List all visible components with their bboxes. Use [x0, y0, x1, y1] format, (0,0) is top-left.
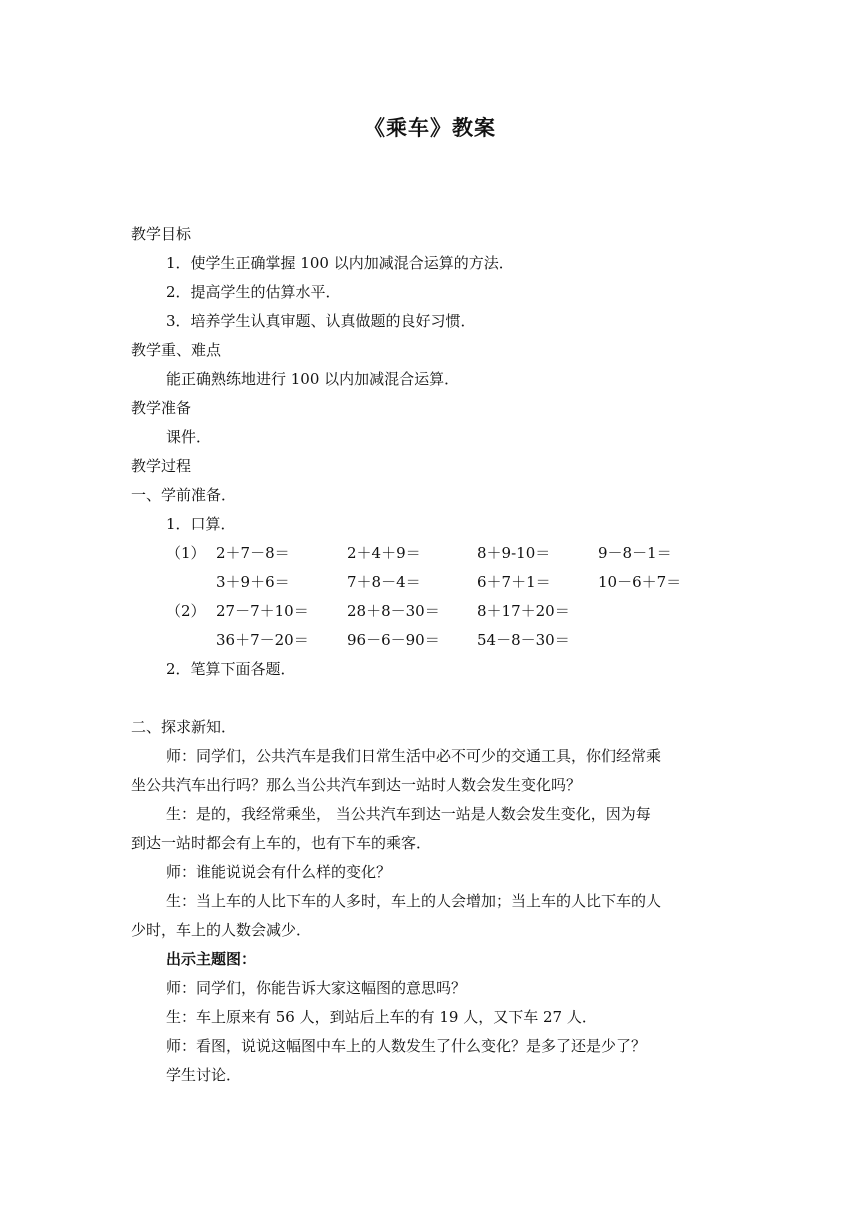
oral-item: 2＋4＋9＝: [347, 544, 421, 562]
dialogue-line: 生：车上原来有 56 人，到站后上车的有 19 人，又下车 27 人．: [166, 1008, 597, 1026]
oral-calc-heading: 1．口算．: [166, 515, 236, 533]
show-image-note: 出示主题图：: [166, 950, 257, 968]
dialogue-line: 学生讨论．: [166, 1066, 242, 1084]
objective-item: 1．使学生正确掌握 100 以内加减混合运算的方法．: [166, 254, 514, 272]
oral-group-label: （2）: [166, 602, 206, 620]
oral-group-label: （1）: [166, 544, 206, 562]
oral-item: 6＋7＋1＝: [477, 573, 551, 591]
oral-item: 2＋7－8＝: [216, 544, 290, 562]
oral-item: 36＋7－20＝: [216, 631, 309, 649]
oral-item: 9－8－1＝: [598, 544, 672, 562]
oral-item: 28＋8－30＝: [347, 602, 440, 620]
key-points-heading: 教学重、难点: [131, 341, 222, 359]
objective-item: 3．培养学生认真审题、认真做题的良好习惯．: [166, 312, 476, 330]
oral-item: 3＋9＋6＝: [216, 573, 290, 591]
oral-item: 27－7＋10＝: [216, 602, 309, 620]
objective-item: 2．提高学生的估算水平．: [166, 283, 341, 301]
written-calc-heading: 2．笔算下面各题．: [166, 660, 296, 678]
oral-item: 10－6＋7＝: [598, 573, 682, 591]
dialogue-line: 师：看图，说说这幅图中车上的人数发生了什么变化？是多了还是少了？: [166, 1037, 647, 1055]
dialogue-line: 师：同学们，你能告诉大家这幅图的意思吗？: [166, 979, 467, 997]
section-2-heading: 二、探求新知．: [131, 718, 237, 736]
oral-item: 96－6－90＝: [347, 631, 440, 649]
oral-item: 54－8－30＝: [477, 631, 570, 649]
dialogue-line: 师：同学们，公共汽车是我们日常生活中必不可少的交通工具，你们经常乘: [166, 747, 662, 765]
page-title: 《乘车》教案: [364, 116, 496, 140]
objectives-heading: 教学目标: [131, 225, 192, 243]
section-1-heading: 一、学前准备．: [131, 486, 237, 504]
oral-item: 8＋9-10＝: [477, 544, 551, 562]
oral-item: 7＋8－4＝: [347, 573, 421, 591]
process-heading: 教学过程: [131, 457, 192, 475]
preparation-text: 课件．: [166, 428, 212, 446]
dialogue-line: 到达一站时都会有上车的，也有下车的乘客．: [131, 834, 432, 852]
oral-item: 8＋17＋20＝: [477, 602, 570, 620]
dialogue-line: 生：当上车的人比下车的人多时，车上的人会增加；当上车的人比下车的人: [166, 892, 662, 910]
dialogue-line: 少时，车上的人数会减少．: [131, 921, 312, 939]
dialogue-line: 坐公共汽车出行吗？那么当公共汽车到达一站时人数会发生变化吗？: [131, 776, 582, 794]
preparation-heading: 教学准备: [131, 399, 192, 417]
dialogue-line: 师：谁能说说会有什么样的变化？: [166, 863, 392, 881]
key-points-text: 能正确熟练地进行 100 以内加减混合运算．: [166, 370, 460, 388]
dialogue-line: 生：是的，我经常乘坐， 当公共汽车到达一站是人数会发生变化，因为每: [166, 805, 651, 823]
